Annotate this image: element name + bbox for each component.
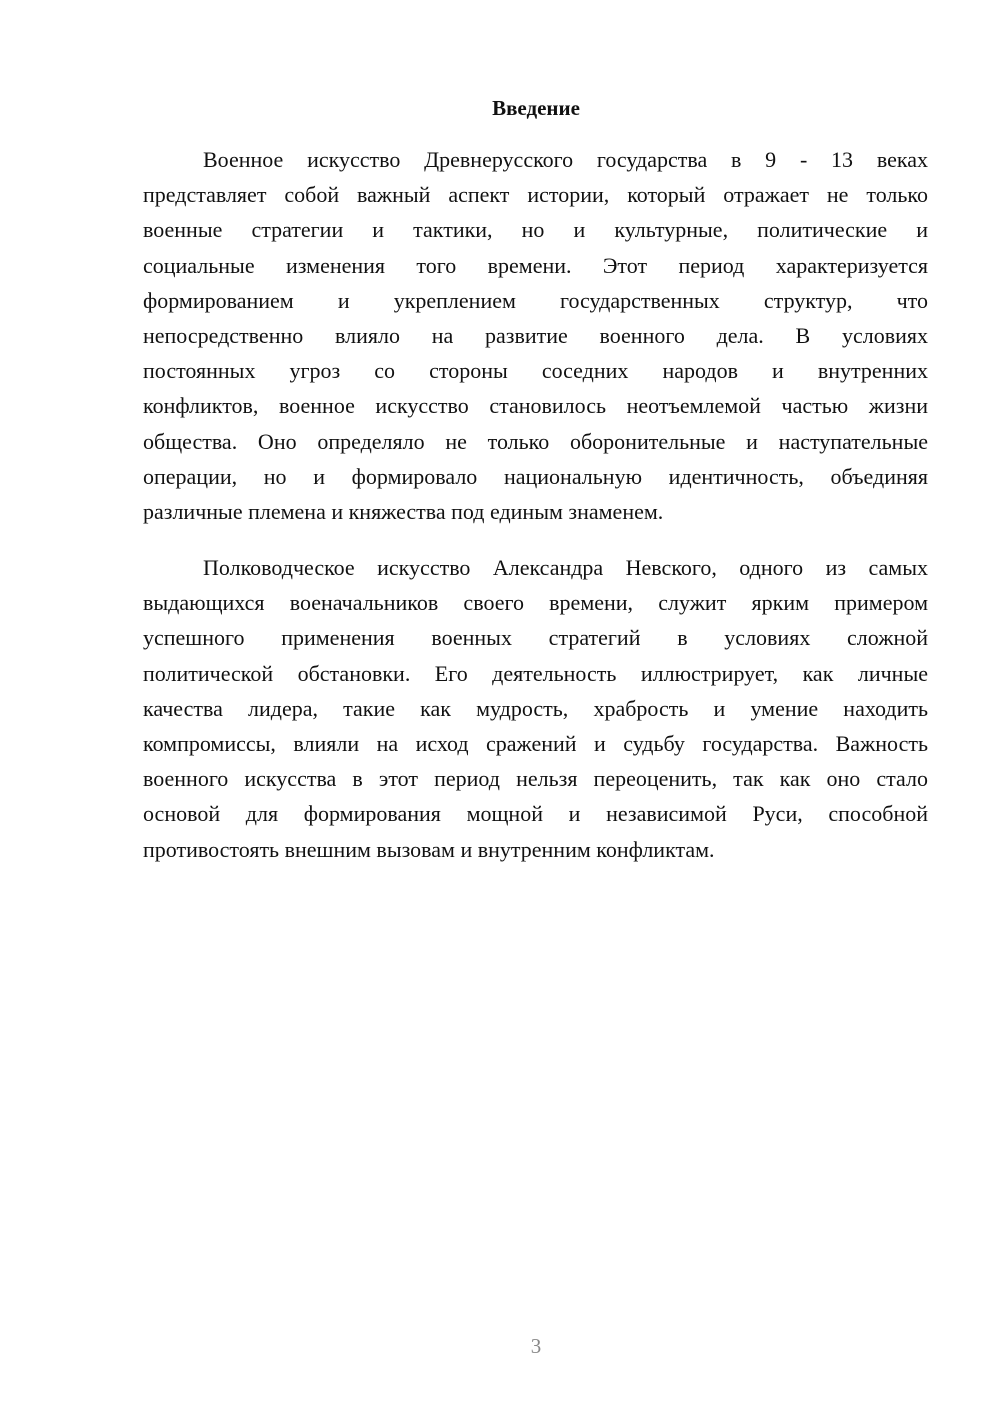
text-line: основой для формирования мощной и независимой Руси, способной [143, 801, 928, 827]
text-line: общества. Оно определяло не только оборонительные и наступательные [143, 428, 928, 454]
text-line: успешного применения военных стратегий в условиях сложной [143, 625, 928, 651]
text-line: качества лидера, такие как мудрость, храбрость и умение находить [143, 695, 928, 721]
text-line: Военное искусство Древнерусского государства в 9 - 13 веках [203, 147, 928, 172]
text-line: различные племена и княжества под единым знаменем. [143, 498, 664, 524]
text-line: Полководческое искусство Александра Невского, одного из самых [203, 555, 928, 580]
text-line: военного искусства в этот период нельзя переоценить, так как оно стало [143, 766, 928, 792]
text-line: военные стратегии и тактики, но и культурные, политические и [143, 217, 928, 243]
text-line: постоянных угроз со стороны соседних народов и внутренних [143, 358, 928, 384]
text-line: противостоять внешним вызовам и внутренним конфликтам. [143, 836, 715, 862]
paragraph-1 [143, 142, 928, 529]
text-line: представляет собой важный аспект истории, который отражает не только [143, 182, 928, 208]
text-line: формированием и укреплением государственных структур, что [143, 287, 928, 313]
page-number: 3 [530, 1334, 542, 1358]
text-line: операции, но и формировало национальную идентичность, объединяя [143, 463, 928, 489]
section-title: Введение [492, 96, 580, 120]
text-line: компромиссы, влияли на исход сражений и судьбу государства. Важность [143, 730, 928, 756]
text-line: политической обстановки. Его деятельность иллюстрирует, как личные [143, 660, 928, 686]
text-line: социальные изменения того времени. Этот период характеризуется [143, 252, 928, 278]
text-line: выдающихся военачальников своего времени, служит ярким примером [143, 590, 928, 616]
paragraph-2 [143, 550, 928, 867]
text-line: непосредственно влияло на развитие военного дела. В условиях [143, 322, 928, 348]
text-line: конфликтов, военное искусство становилось неотъемлемой частью жизни [143, 393, 928, 419]
